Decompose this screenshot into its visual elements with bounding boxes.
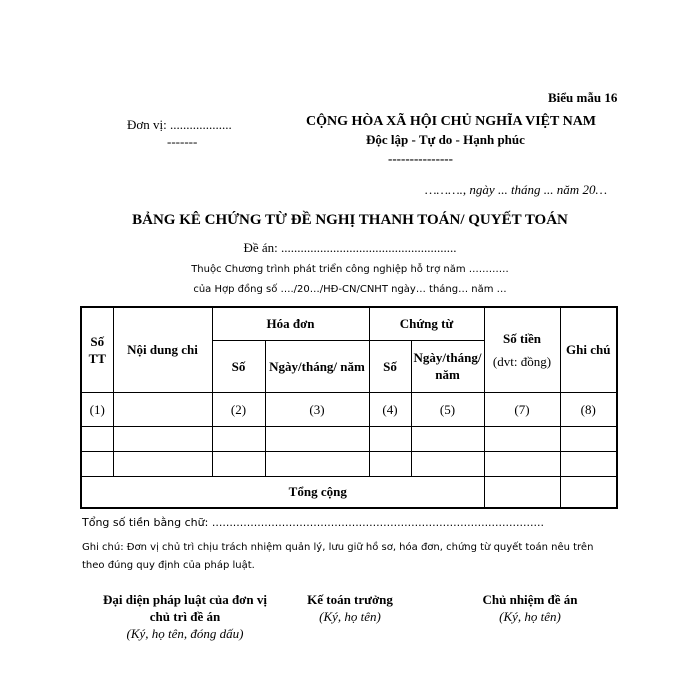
header-amount bbox=[484, 307, 560, 392]
signature-title: chủ trì đề án bbox=[149, 609, 221, 624]
index-cell: (2) bbox=[212, 392, 265, 426]
motto-divider: --------------- bbox=[388, 151, 453, 166]
date-line: ………., ngày ... tháng ... năm 20… bbox=[425, 182, 608, 197]
empty-cell[interactable] bbox=[369, 451, 411, 476]
empty-cell[interactable] bbox=[113, 451, 212, 476]
empty-cell[interactable] bbox=[369, 426, 411, 451]
empty-cell[interactable] bbox=[81, 451, 113, 476]
empty-cell[interactable] bbox=[212, 426, 265, 451]
national-motto: Độc lập - Tự do - Hạnh phúc bbox=[366, 132, 525, 147]
empty-cell[interactable] bbox=[81, 426, 113, 451]
note-line-1: Ghi chú: Đơn vị chủ trì chịu trách nhiệm quản lý, lưu giữ hồ sơ, hóa đơn, chứng từ quyết toán nêu trên bbox=[82, 542, 594, 553]
note-line-2: theo đúng quy định của pháp luật. bbox=[82, 560, 255, 571]
index-cell: (1) bbox=[81, 392, 113, 426]
empty-cell[interactable] bbox=[113, 426, 212, 451]
total-amount-cell[interactable] bbox=[484, 476, 560, 508]
index-cell: (3) bbox=[265, 392, 369, 426]
signature-title: Kế toán trưởng bbox=[307, 592, 393, 607]
voucher-table bbox=[80, 306, 618, 509]
empty-cell[interactable] bbox=[411, 451, 484, 476]
empty-cell[interactable] bbox=[560, 451, 617, 476]
header-amount-label: Số tiền bbox=[503, 330, 541, 346]
document-title: BẢNG KÊ CHỨNG TỪ ĐỀ NGHỊ THANH TOÁN/ QUYẾT TOÁN bbox=[132, 212, 568, 228]
table-row bbox=[81, 451, 617, 476]
header-stt: Số TT bbox=[81, 307, 113, 392]
contract-line: của Hợp đồng số …./20…/HĐ-CN/CNHT ngày… tháng… năm … bbox=[193, 284, 507, 295]
index-row bbox=[81, 392, 617, 426]
signature-title: Đại diện pháp luật của đơn vị bbox=[103, 592, 267, 607]
header-invoice: Hóa đơn bbox=[212, 307, 369, 340]
signature-instruction: (Ký, họ tên) bbox=[499, 609, 561, 624]
form-number: Biểu mẫu 16 bbox=[548, 90, 618, 105]
header-voucher-date: Ngày/tháng/ năm bbox=[411, 340, 484, 392]
index-cell: (8) bbox=[560, 392, 617, 426]
total-label: Tổng cộng bbox=[81, 476, 484, 508]
empty-cell[interactable] bbox=[560, 426, 617, 451]
unit-divider: ------- bbox=[167, 134, 198, 149]
empty-cell[interactable] bbox=[411, 426, 484, 451]
header-amount-unit: (dvt: đồng) bbox=[492, 353, 552, 369]
empty-cell[interactable] bbox=[484, 426, 560, 451]
index-cell: (7) bbox=[484, 392, 560, 426]
header-content: Nội dung chi bbox=[113, 307, 212, 392]
empty-cell[interactable] bbox=[212, 451, 265, 476]
unit-label: Đơn vị: ................... bbox=[127, 117, 232, 132]
signature-instruction: (Ký, họ tên, đóng dấu) bbox=[126, 626, 244, 641]
signature-chief-accountant bbox=[290, 591, 410, 625]
index-cell bbox=[113, 392, 212, 426]
signature-legal-rep bbox=[75, 591, 295, 642]
empty-cell[interactable] bbox=[265, 426, 369, 451]
program-line: Thuộc Chương trình phát triển công nghiệp hỗ trợ năm ………… bbox=[191, 264, 509, 275]
table-row bbox=[81, 426, 617, 451]
total-in-words: Tổng số tiền bằng chữ: ............................................................................................... bbox=[82, 516, 545, 529]
header-invoice-date: Ngày/tháng/ năm bbox=[265, 340, 369, 392]
index-cell: (5) bbox=[411, 392, 484, 426]
index-cell: (4) bbox=[369, 392, 411, 426]
empty-cell[interactable] bbox=[265, 451, 369, 476]
signature-project-lead bbox=[460, 591, 600, 625]
header-note: Ghi chú bbox=[560, 307, 617, 392]
signature-title: Chủ nhiệm đề án bbox=[482, 592, 578, 607]
empty-cell[interactable] bbox=[484, 451, 560, 476]
header-voucher: Chứng từ bbox=[369, 307, 484, 340]
project-line: Đề án: ...................................................... bbox=[243, 240, 457, 255]
national-title: CỘNG HÒA XÃ HỘI CHỦ NGHĨA VIỆT NAM bbox=[306, 114, 597, 129]
total-note-cell[interactable] bbox=[560, 476, 617, 508]
signature-instruction: (Ký, họ tên) bbox=[319, 609, 381, 624]
total-row bbox=[81, 476, 617, 508]
header-voucher-no: Số bbox=[369, 340, 411, 392]
header-invoice-no: Số bbox=[212, 340, 265, 392]
